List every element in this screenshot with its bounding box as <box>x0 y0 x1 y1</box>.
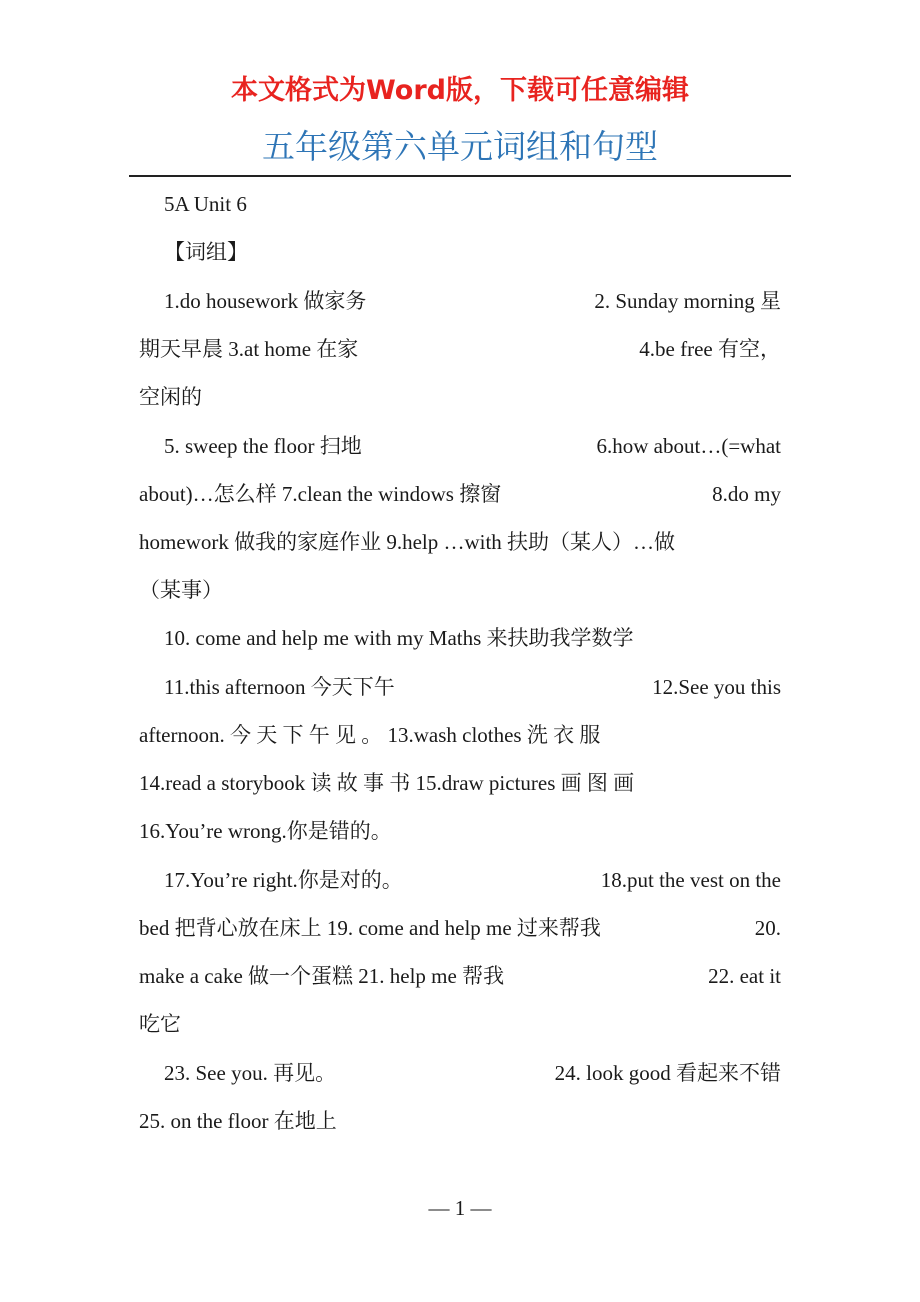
phrase-line: 23. See you. 再见。 24. look good 看起来不错 <box>164 1061 781 1085</box>
format-notice: 本文格式为Word版，下载可任意编辑 <box>230 75 689 106</box>
phrase-line: 1.do housework 做家务 2. Sunday morning 星 <box>164 289 781 313</box>
phrase-line: 17.You’re right.你是对的。 18.put the vest on the <box>164 868 781 892</box>
phrase-line: 16.You’re wrong.你是错的。 <box>139 819 392 843</box>
phrase-line: afternoon. 今 天 下 午 见 。 13.wash clothes 洗 衣 服 <box>139 723 601 747</box>
section-heading: 【词组】 <box>164 240 248 264</box>
page-number: — 1 — <box>428 1196 492 1220</box>
phrase-line: 25. on the floor 在地上 <box>139 1109 337 1133</box>
document-title: 五年级第六单元词组和句型 <box>262 127 658 166</box>
title-divider <box>129 175 791 177</box>
phrase-line: homework 做我的家庭作业 9.help …with 扶助（某人）…做 <box>139 530 676 554</box>
phrase-line: bed 把背心放在床上 19. come and help me 过来帮我 20. <box>139 916 781 940</box>
phrase-line: 14.read a storybook 读 故 事 书 15.draw pictures 画 图 画 <box>139 771 635 795</box>
phrase-line: 10. come and help me with my Maths 来扶助我学数学 <box>164 626 634 650</box>
phrase-line: 空闲的 <box>139 385 202 409</box>
phrase-line: about)…怎么样 7.clean the windows 擦窗 8.do my <box>139 482 781 506</box>
phrase-line: make a cake 做一个蛋糕 21. help me 帮我 22. eat it <box>139 964 781 988</box>
phrase-line: 吃它 <box>139 1012 181 1036</box>
phrase-line: 期天早晨 3.at home 在家 4.be free 有空， <box>139 337 781 361</box>
phrase-line: （某事） <box>139 578 223 602</box>
unit-label: 5A Unit 6 <box>164 192 247 216</box>
phrase-line: 11.this afternoon 今天下午 12.See you this <box>164 675 781 699</box>
phrase-line: 5. sweep the floor 扫地 6.how about…(=what <box>164 434 781 458</box>
